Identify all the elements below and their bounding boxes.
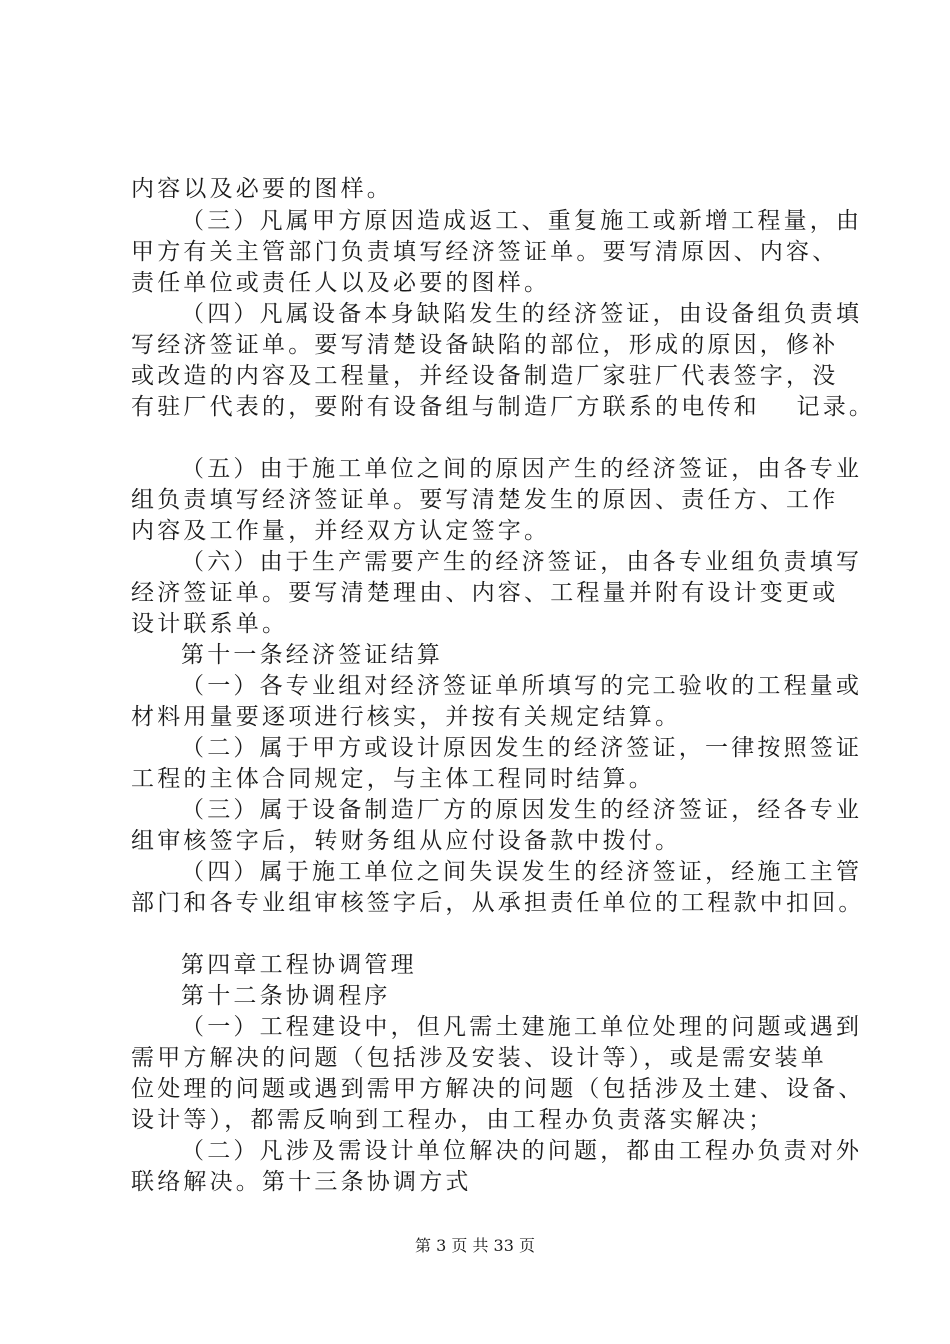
section-heading: 第十二条协调程序: [181, 983, 391, 1009]
text-line: （一）工程建设中，但凡需土建施工单位处理的问题或遇到: [181, 1014, 863, 1040]
text-line: （四）凡属设备本身缺陷发生的经济签证，由设备组负责填: [181, 301, 863, 327]
text-line: （三）属于设备制造厂方的原因发生的经济签证，经各专业: [181, 797, 863, 823]
text-line: 或改造的内容及工程量，并经设备制造厂家驻厂代表签字，没: [131, 363, 839, 389]
text-line: 责任单位或责任人以及必要的图样。: [131, 270, 551, 296]
text-line: 联络解决。第十三条协调方式: [131, 1169, 472, 1195]
text-line: 位处理的问题或遇到需甲方解决的问题（包括涉及土建、设备、: [131, 1076, 865, 1102]
text-line: 写经济签证单。要写清楚设备缺陷的部位，形成的原因，修补: [131, 332, 839, 358]
text-line: 有驻厂代表的，要附有设备组与制造厂方联系的电传和 记录。: [131, 394, 876, 420]
text-line: 需甲方解决的问题（包括涉及安装、设计等），或是需安装单: [131, 1045, 827, 1071]
text-line: 工程的主体合同规定，与主体工程同时结算。: [131, 766, 655, 792]
page-number-footer: 第 3 页 共 33 页: [415, 1236, 535, 1255]
text-line: （六）由于生产需要产生的经济签证，由各专业组负责填写: [181, 549, 863, 575]
text-line: 材料用量要逐项进行核实，并按有关规定结算。: [131, 704, 682, 730]
text-line: 经济签证单。要写清楚理由、内容、工程量并附有设计变更或: [131, 580, 839, 606]
text-line: （二）属于甲方或设计原因发生的经济签证，一律按照签证: [181, 735, 863, 761]
text-line: 内容以及必要的图样。: [131, 176, 393, 202]
text-line: 组审核签字后，转财务组从应付设备款中拨付。: [131, 828, 682, 854]
text-line: （二）凡涉及需设计单位解决的问题，都由工程办负责对外: [181, 1138, 863, 1164]
text-line: （五）由于施工单位之间的原因产生的经济签证，由各专业: [181, 456, 863, 482]
text-line: 设计等），都需反响到工程办，由工程办负责落实解决；: [131, 1107, 775, 1133]
chapter-heading: 第四章工程协调管理: [181, 952, 417, 978]
text-line: 组负责填写经济签证单。要写清楚发生的原因、责任方、工作: [131, 487, 839, 513]
text-line: 部门和各专业组审核签字后，从承担责任单位的工程款中扣回。: [131, 890, 865, 916]
text-line: 甲方有关主管部门负责填写经济签证单。要写清原因、内容、: [131, 239, 839, 265]
text-line: 内容及工作量，并经双方认定签字。: [131, 518, 551, 544]
section-heading: 第十一条经济签证结算: [181, 642, 443, 668]
text-line: 设计联系单。: [131, 611, 289, 637]
text-line: （四）属于施工单位之间失误发生的经济签证，经施工主管: [181, 859, 863, 885]
text-line: （一）各专业组对经济签证单所填写的完工验收的工程量或: [181, 673, 863, 699]
text-line: （三）凡属甲方原因造成返工、重复施工或新增工程量，由: [181, 208, 863, 234]
